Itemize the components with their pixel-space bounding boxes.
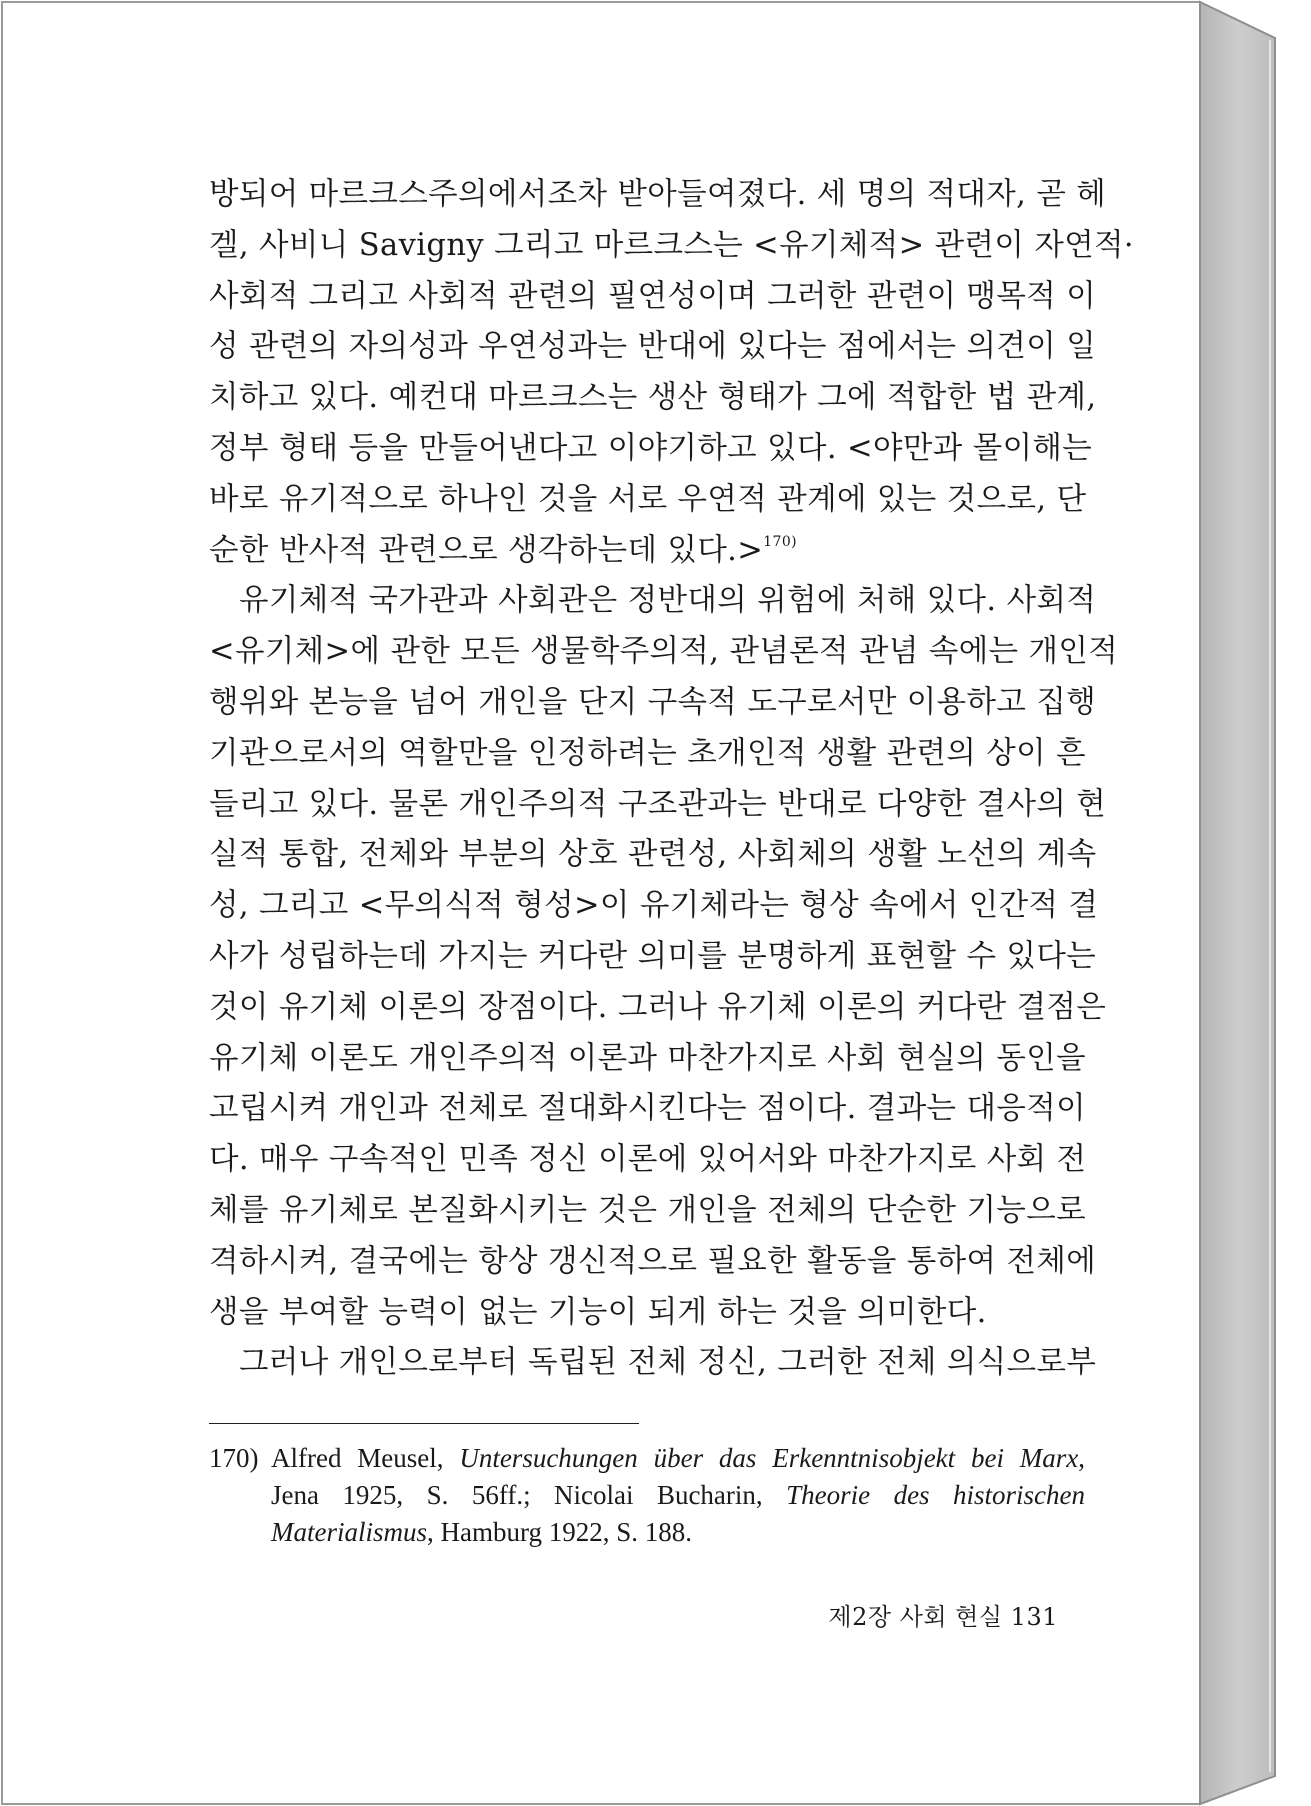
footnote-line xyxy=(271,1514,1085,1551)
text-line: 행위와 본능을 넘어 개인을 단지 구속적 도구로서만 이용하고 집행 xyxy=(209,684,1097,720)
text-line: 기관으로서의 역할만을 인정하려는 초개인적 생활 관련의 상이 흔 xyxy=(209,735,1086,771)
text-line: 성, 그리고 <무의식적 형성>이 유기체라는 형상 속에서 인간적 결 xyxy=(209,888,1099,924)
text-line: 방되어 마르크스주의에서조차 받아들여졌다. 세 명의 적대자, 곧 헤 xyxy=(209,177,1107,212)
footnote-divider xyxy=(209,1423,639,1424)
footnote-number: 170) xyxy=(209,1443,259,1473)
text-line: 들리고 있다. 물론 개인주의적 구조관과는 반대로 다양한 결사의 현 xyxy=(209,786,1107,822)
footnote-text: Alfred Meusel, xyxy=(271,1443,460,1473)
text-line: 다. 매우 구속적인 민족 정신 이론에 있어서와 마찬가지로 사회 전 xyxy=(209,1142,1087,1178)
footnote-line xyxy=(271,1477,1085,1514)
text-line xyxy=(209,526,1085,577)
text-line: 생을 부여할 능력이 없는 기능이 되게 하는 것을 의미한다. xyxy=(209,1294,987,1330)
page-content xyxy=(209,170,1135,1389)
text-line: 겔, 사비니 Savigny 그리고 마르크스는 <유기체적> 관련이 자연적· xyxy=(209,227,1135,263)
footnote-text: Jena 1925, S. 56ff.; Nicolai Bucharin, xyxy=(271,1480,787,1510)
footnote-text: , Hamburg 1922, S. 188. xyxy=(427,1517,693,1547)
book-side xyxy=(1200,2,1275,1804)
text-line: 유기체적 국가관과 사회관은 정반대의 위험에 처해 있다. 사회적 xyxy=(239,583,1097,619)
footnote-line xyxy=(271,1440,1085,1477)
text-line: 사회적 그리고 사회적 관련의 필연성이며 그러한 관련이 맹목적 이 xyxy=(209,278,1097,314)
text-line: 체를 유기체로 본질화시키는 것은 개인을 전체의 단순한 기능으로 xyxy=(209,1192,1086,1228)
footnote xyxy=(209,1440,1085,1551)
text-line: 치하고 있다. 예컨대 마르크스는 생산 형태가 그에 적합한 법 관계, xyxy=(209,380,1097,416)
text-line: <유기체>에 관한 모든 생물학주의적, 관념론적 관념 속에는 개인적 xyxy=(209,634,1119,670)
text-line: 것이 유기체 이론의 장점이다. 그러나 유기체 이론의 커다란 결점은 xyxy=(209,989,1107,1025)
running-footer: 제2장 사회 현실 131 xyxy=(828,1603,1058,1631)
footnote-title: Theorie des historischen xyxy=(786,1480,1085,1510)
text-line: 유기체 이론도 개인주의적 이론과 마찬가지로 사회 현실의 동인을 xyxy=(209,1040,1086,1076)
text-line: 성 관련의 자의성과 우연성과는 반대에 있다는 점에서는 의견이 일 xyxy=(209,329,1097,365)
text-line: 사가 성립하는데 가지는 커다란 의미를 분명하게 표현할 수 있다는 xyxy=(209,938,1097,974)
footnote-title: Materialismus xyxy=(271,1517,428,1547)
footnote-title: Untersuchungen über das Erkenntnisobjekt bei Marx xyxy=(459,1443,1079,1473)
text-line-content: 순한 반사적 관련으로 생각하는데 있다.> xyxy=(209,532,764,568)
text-line: 그러나 개인으로부터 독립된 전체 정신, 그러한 전체 의식으로부 xyxy=(239,1345,1097,1381)
footnote-text: , xyxy=(1078,1443,1085,1473)
text-line: 실적 통합, 전체와 부분의 상호 관련성, 사회체의 생활 노선의 계속 xyxy=(209,837,1097,873)
text-line: 격하시켜, 결국에는 항상 갱신적으로 필요한 활동을 통하여 전체에 xyxy=(209,1243,1097,1279)
body-text xyxy=(209,170,1135,1389)
text-line: 바로 유기적으로 하나인 것을 서로 우연적 관계에 있는 것으로, 단 xyxy=(209,481,1087,517)
text-line: 고립시켜 개인과 전체로 절대화시킨다는 점이다. 결과는 대응적이 xyxy=(209,1091,1086,1127)
footnote-reference: 170) xyxy=(763,533,798,550)
text-line: 정부 형태 등을 만들어낸다고 이야기하고 있다. <야만과 몰이해는 xyxy=(209,430,1093,466)
